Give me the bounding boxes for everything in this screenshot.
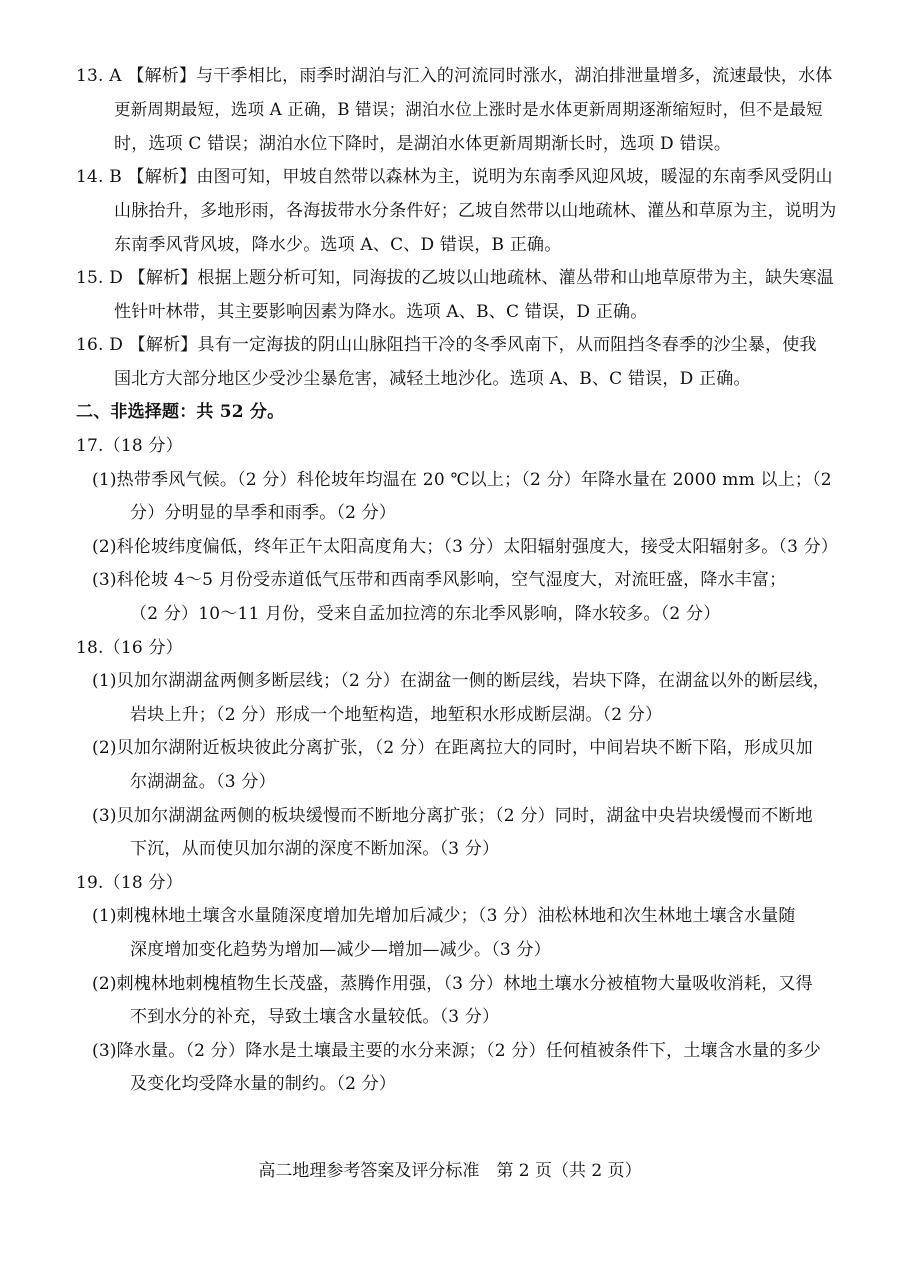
q18-part3-line-2: 下沉，从而使贝加尔湖的深度不断加深。（3 分） — [130, 839, 500, 859]
q18-part1-line-2: 岩块上升；（2 分）形成一个地堑构造，地堑积水形成断层湖。（2 分） — [130, 705, 663, 725]
q16-line-1: 16. D 【解析】具有一定海拔的阴山山脉阻挡干冷的冬季风南下，从而阻挡冬春季的沙尘暴，使我 — [76, 335, 817, 355]
q18-part3-line-1: (3)贝加尔湖湖盆两侧的板块缓慢而不断地分离扩张；（2 分）同时，湖盆中央岩块缓慢而不断地 — [92, 806, 813, 826]
q13-line-3: 时，选项 C 错误；湖泊水位下降时，是湖泊水体更新周期渐长时，选项 D 错误。 — [114, 134, 732, 154]
q14-line-2: 山脉抬升，多地形雨，各海拔带水分条件好；乙坡自然带以山地疏林、灌丛和草原为主，说明为 — [114, 201, 837, 221]
q18-part1-line-1: (1)贝加尔湖湖盆两侧多断层线；（2 分）在湖盆一侧的断层线，岩块下降，在湖盆以外的断层线， — [92, 671, 830, 691]
q14-line-3: 东南季风背风坡，降水少。选项 A、C、D 错误，B 正确。 — [114, 235, 562, 255]
q19-part1-line-1: (1)刺槐林地土壤含水量随深度增加先增加后减少；（3 分）油松林地和次生林地土壤含水量随 — [92, 906, 796, 926]
q13-line-1: 13. A 【解析】与干季相比，雨季时湖泊与汇入的河流同时涨水，湖泊排泄量增多，流速最快，水体 — [76, 66, 833, 86]
q19-heading: 19.（18 分） — [76, 873, 183, 893]
page-footer: 高二地理参考答案及评分标准 第 2 页（共 2 页） — [258, 1161, 642, 1181]
q17-part3-line-1: (3)科伦坡 4～5 月份受赤道低气压带和西南季风影响，空气湿度大，对流旺盛，降水丰富； — [92, 570, 787, 590]
q17-part1-line-2: 分）分明显的旱季和雨季。（2 分） — [130, 503, 397, 523]
q19-part2-line-2: 不到水分的补充，导致土壤含水量较低。（3 分） — [130, 1007, 500, 1027]
q17-part3-line-2: （2 分）10～11 月份，受来自孟加拉湾的东北季风影响，降水较多。（2 分） — [130, 604, 721, 624]
q19-part3-line-2: 及变化均受降水量的制约。（2 分） — [130, 1074, 397, 1094]
q17-heading: 17.（18 分） — [76, 436, 183, 456]
q13-line-2: 更新周期最短，选项 A 正确，B 错误；湖泊水位上涨时是水体更新周期逐渐缩短时，但不是最短 — [114, 100, 823, 119]
q15-line-1: 15. D 【解析】根据上题分析可知，同海拔的乙坡以山地疏林、灌丛带和山地草原带为主，缺失寒温 — [76, 268, 834, 288]
q16-line-2: 国北方大部分地区少受沙尘暴危害，减轻土地沙化。选项 A、B、C 错误，D 正确。 — [114, 369, 751, 389]
section-heading-nonchoice: 二、非选择题：共 52 分。 — [76, 402, 285, 422]
q15-line-2: 性针叶林带，其主要影响因素为降水。选项 A、B、C 错误，D 正确。 — [114, 302, 648, 322]
q17-part1-line-1: (1)热带季风气候。（2 分）科伦坡年均温在 20 ℃以上；（2 分）年降水量在 2000 mm 以上；（2 — [92, 470, 832, 490]
q18-heading: 18.（16 分） — [76, 638, 183, 658]
q19-part2-line-1: (2)刺槐林地刺槐植物生长茂盛，蒸腾作用强，（3 分）林地土壤水分被植物大量吸收消耗，又得 — [92, 974, 813, 994]
q18-part2-line-2: 尔湖湖盆。（3 分） — [130, 772, 276, 792]
q19-part3-line-1: (3)降水量。（2 分）降水是土壤最主要的水分来源；（2 分）任何植被条件下，土壤含水量的多少 — [92, 1041, 821, 1061]
q19-part1-line-2: 深度增加变化趋势为增加—减少—增加—减少。（3 分） — [130, 940, 551, 960]
q14-line-1: 14. B 【解析】由图可知，甲坡自然带以森林为主，说明为东南季风迎风坡，暖湿的东南季风受阴山 — [76, 167, 833, 187]
q18-part2-line-1: (2)贝加尔湖附近板块彼此分离扩张，（2 分）在距离拉大的同时，中间岩块不断下陷，形成贝加 — [92, 738, 813, 758]
q17-part2-line-1: (2)科伦坡纬度偏低，终年正午太阳高度角大；（3 分）太阳辐射强度大，接受太阳辐射多。（3 分） — [92, 537, 839, 557]
